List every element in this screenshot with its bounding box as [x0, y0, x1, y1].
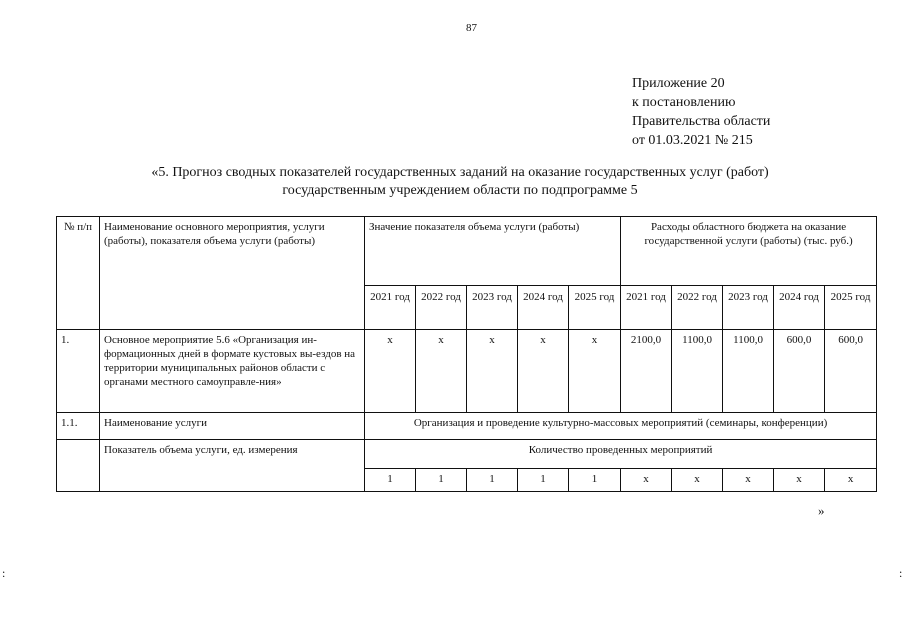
- row1-value: х: [365, 330, 416, 413]
- appendix-block: [632, 74, 770, 150]
- row1-expense: 1100,0: [672, 330, 723, 413]
- title-line-2: государственным учреждением области по подпрограмме 5: [282, 183, 638, 198]
- row1-expense: 600,0: [774, 330, 825, 413]
- appendix-line-4: от 01.03.2021 № 215: [632, 133, 753, 148]
- indicators-table: [56, 216, 877, 492]
- page-number: 87: [466, 22, 477, 34]
- year-value-2022: 2022 год: [416, 286, 467, 330]
- right-edge-mark: :: [899, 566, 903, 580]
- indicator-expense: х: [774, 469, 825, 492]
- row1-expense: 1100,0: [723, 330, 774, 413]
- indicator-value: 1: [365, 469, 416, 492]
- indicator-value: 1: [569, 469, 621, 492]
- table-row-indicator: [57, 440, 877, 469]
- document-title: [100, 164, 820, 200]
- row1-expense: 600,0: [825, 330, 877, 413]
- row11-service: Организация и проведение культурно-массовых мероприятий (семинары, конференции): [365, 413, 877, 440]
- indicator-num-cell: [57, 440, 100, 492]
- header-expenses: Расходы областного бюджета на оказание государственной услуги (работы) (тыс. руб.): [621, 217, 877, 286]
- row1-value: х: [467, 330, 518, 413]
- row11-num: 1.1.: [57, 413, 100, 440]
- year-value-2024: 2024 год: [518, 286, 569, 330]
- row1-name: Основное мероприятие 5.6 «Организация ин-формационных дней в формате кустовых вы-ездов на территории муниципальных районов области с органами местного самоуправле-ния»: [100, 330, 365, 413]
- closing-quote: »: [818, 503, 825, 518]
- year-expense-2025: 2025 год: [825, 286, 877, 330]
- indicator-expense: х: [723, 469, 774, 492]
- indicator-expense: х: [672, 469, 723, 492]
- indicator-value: 1: [518, 469, 569, 492]
- table-row-1-1: [57, 413, 877, 440]
- row1-value: х: [518, 330, 569, 413]
- table-header-row: [57, 217, 877, 286]
- indicator-expense: х: [621, 469, 672, 492]
- year-expense-2022: 2022 год: [672, 286, 723, 330]
- year-value-2021: 2021 год: [365, 286, 416, 330]
- header-name: Наименование основного мероприятия, услуги (работы), показателя объема услуги (работы): [100, 217, 365, 330]
- year-expense-2024: 2024 год: [774, 286, 825, 330]
- row1-expense: 2100,0: [621, 330, 672, 413]
- row11-label: Наименование услуги: [100, 413, 365, 440]
- row1-value: х: [416, 330, 467, 413]
- indicator-label: Показатель объема услуги, ед. измерения: [100, 440, 365, 492]
- indicator-value: 1: [467, 469, 518, 492]
- year-expense-2021: 2021 год: [621, 286, 672, 330]
- header-num: № п/п: [57, 217, 100, 330]
- appendix-line-1: Приложение 20: [632, 76, 725, 91]
- year-expense-2023: 2023 год: [723, 286, 774, 330]
- year-value-2023: 2023 год: [467, 286, 518, 330]
- indicator-expense: х: [825, 469, 877, 492]
- appendix-line-2: к постановлению: [632, 95, 736, 110]
- row1-num: 1.: [57, 330, 100, 413]
- indicator-name: Количество проведенных мероприятий: [365, 440, 877, 469]
- appendix-line-3: Правительства области: [632, 114, 771, 129]
- table-row-1: [57, 330, 877, 413]
- header-values: Значение показателя объема услуги (работы): [365, 217, 621, 286]
- row1-value: х: [569, 330, 621, 413]
- title-line-1: «5. Прогноз сводных показателей государственных заданий на оказание государственных услуг (работ): [151, 165, 769, 180]
- left-edge-mark: :: [2, 566, 6, 580]
- indicator-value: 1: [416, 469, 467, 492]
- year-value-2025: 2025 год: [569, 286, 621, 330]
